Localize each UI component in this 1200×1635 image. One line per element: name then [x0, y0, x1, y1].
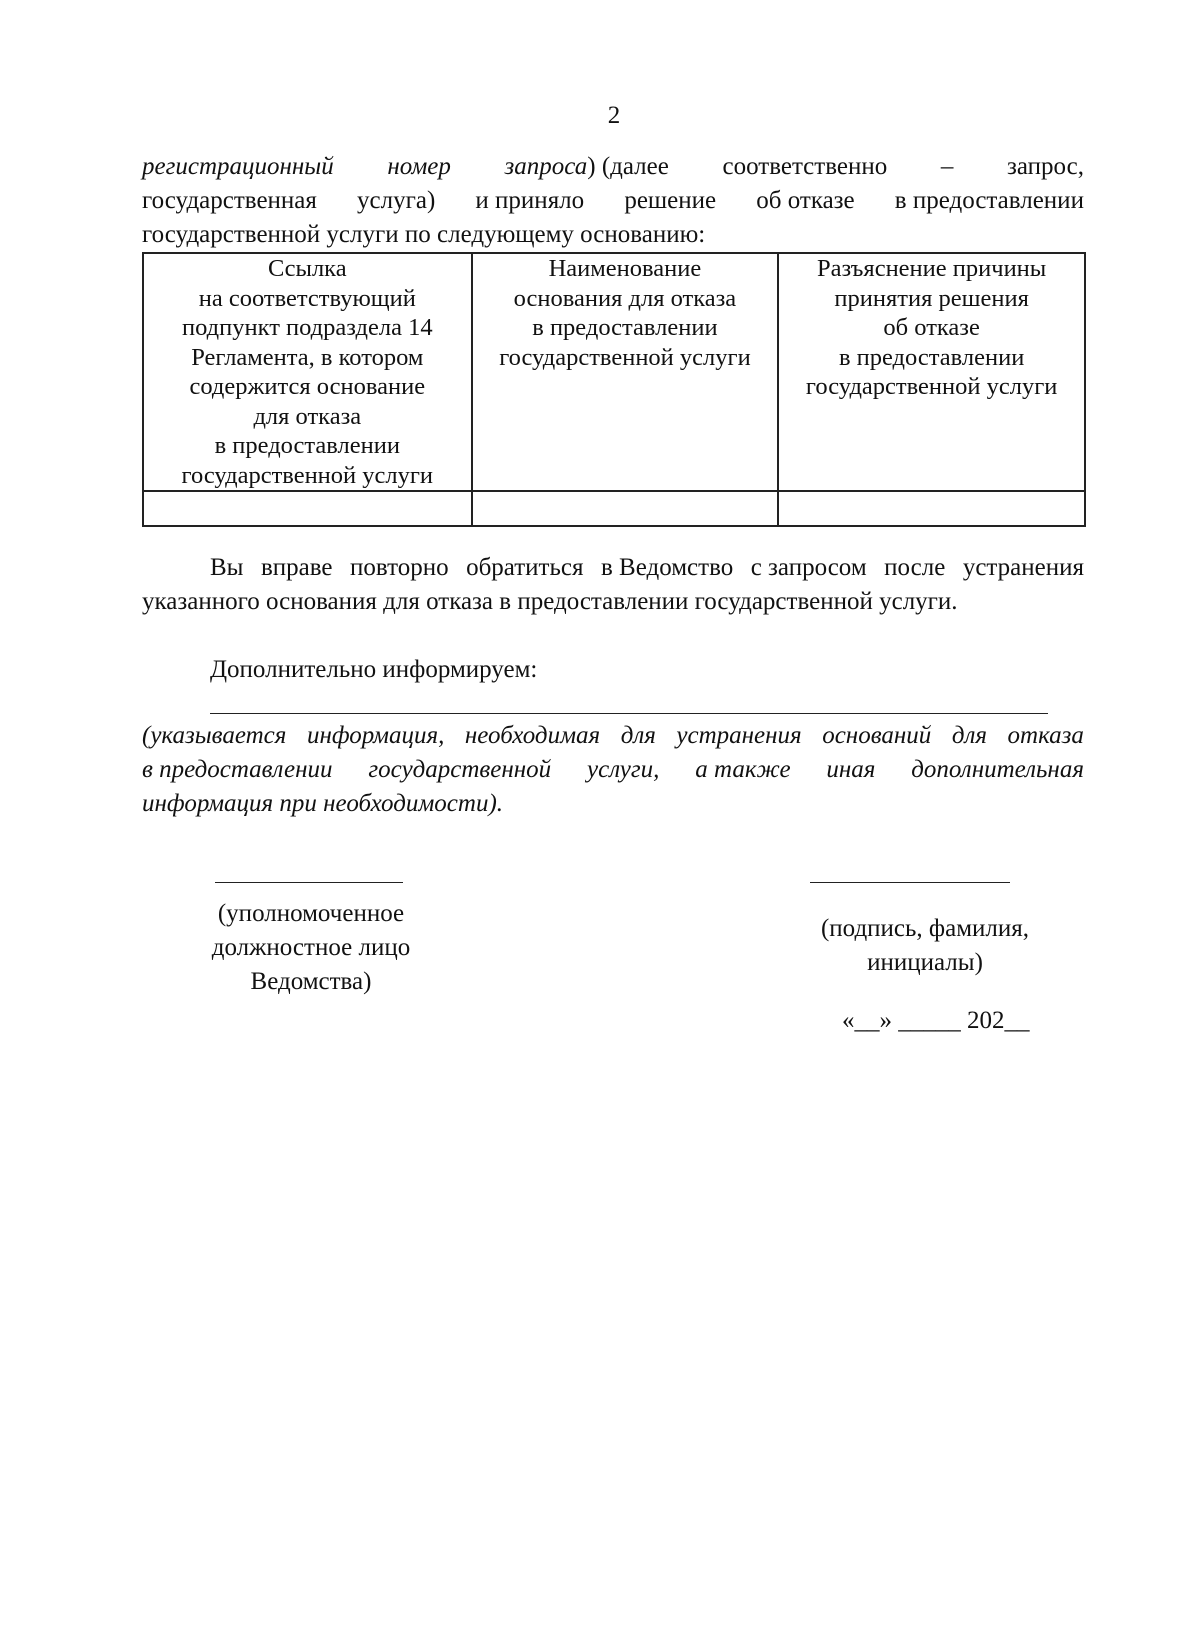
note-word: необходимая [464, 722, 601, 749]
header-line: в предоставлении [532, 314, 718, 341]
header-line: для отказа [253, 402, 362, 430]
note-line-3: информация при необходимости). [142, 790, 504, 817]
intro-word: услуга) [357, 187, 436, 214]
header-line: в предоставлении [214, 432, 400, 459]
official-caption [180, 897, 442, 999]
header-line: государственной услуги [499, 343, 751, 371]
reapply-word: с запросом [750, 554, 867, 581]
note-line-2 [142, 753, 1084, 787]
table-cell [778, 491, 1085, 526]
intro-word: запрос, [1007, 153, 1084, 180]
intro-word: регистрационный [142, 153, 334, 180]
table-header-row [143, 253, 1085, 491]
header-line: Ссылка [267, 255, 347, 282]
note-word: информация, [306, 722, 445, 749]
intro-word: номер [387, 153, 451, 180]
note-word: дополнительная [911, 756, 1084, 783]
header-explanation [778, 253, 1085, 491]
table-cell [472, 491, 779, 526]
header-reference [143, 253, 472, 491]
intro-word: в предоставлении [894, 187, 1084, 214]
additional-info-fill-line [210, 713, 1048, 714]
note-line-1 [142, 719, 1084, 753]
page-number: 2 [607, 102, 621, 129]
intro-line-2 [142, 184, 1084, 218]
refusal-reasons-table [142, 252, 1086, 527]
intro-word: и приняло [475, 187, 585, 214]
intro-word: ) (далее [587, 153, 669, 180]
reapply-word: обратиться [466, 554, 584, 581]
reapply-word: Вы [210, 554, 244, 581]
intro-word: запроса [504, 153, 588, 180]
header-line: подпункт подраздела 14 [182, 314, 433, 341]
note-word: для [620, 722, 656, 749]
reapply-word: повторно [350, 554, 449, 581]
intro-paragraph [142, 150, 1084, 252]
intro-word: – [940, 153, 954, 180]
intro-word-group [505, 150, 669, 184]
official-signature-line [215, 882, 403, 883]
header-line: принятия решения [834, 284, 1029, 312]
reapply-line-1 [142, 551, 1084, 585]
header-line: об отказе [883, 314, 980, 341]
signature-line [810, 882, 1010, 883]
reapply-paragraph [142, 551, 1084, 619]
note-word: (указывается [142, 722, 287, 749]
header-line: Разъяснение причины [817, 255, 1047, 282]
caption-line: должностное лицо [211, 934, 411, 961]
caption-line: (подпись, фамилия, [820, 915, 1030, 942]
header-line: государственной услуги [805, 373, 1058, 400]
header-line: государственной услуги [181, 461, 434, 489]
intro-word: об отказе [756, 187, 855, 214]
intro-word: соответственно [722, 153, 888, 180]
additional-info-label: Дополнительно информируем: [210, 656, 538, 683]
note-word: в предоставлении [142, 756, 333, 783]
signature-caption [780, 912, 1070, 980]
intro-line-1 [142, 150, 1084, 184]
note-word: для [951, 722, 987, 749]
note-word: а также [695, 756, 791, 783]
date-placeholder: «__» _____ 202__ [842, 1007, 1030, 1034]
intro-word: решение [624, 187, 717, 214]
intro-line-3: государственной услуги по следующему основанию: [142, 221, 706, 248]
reapply-word: устранения [962, 554, 1084, 581]
header-line: в предоставлении [838, 343, 1025, 371]
reapply-line-2: указанного основания для отказа в предоставлении государственной услуги. [142, 588, 958, 615]
note-word: оснований [822, 722, 932, 749]
reapply-word: в Ведомство [600, 554, 734, 581]
caption-line: Ведомства) [250, 968, 372, 995]
note-word: отказа [1007, 722, 1084, 749]
header-reason-name [472, 253, 779, 491]
table-cell [143, 491, 472, 526]
reapply-word: вправе [260, 554, 333, 581]
additional-info-note [142, 719, 1084, 821]
header-line: Наименование [548, 255, 702, 282]
note-word: устранения [676, 722, 802, 749]
header-line: на соответствующий [198, 284, 416, 312]
table-row [143, 491, 1085, 526]
header-line: основания для отказа [513, 284, 737, 312]
reapply-word: после [884, 554, 946, 581]
intro-word: государственная [142, 187, 317, 214]
caption-line: (уполномоченное [217, 900, 405, 927]
note-word: услуги, [587, 756, 660, 783]
note-word: иная [826, 756, 876, 783]
header-line: Регламента, в котором [191, 343, 424, 371]
caption-line: инициалы) [867, 949, 983, 976]
note-word: государственной [368, 756, 552, 783]
header-line: содержится основание [189, 373, 426, 400]
